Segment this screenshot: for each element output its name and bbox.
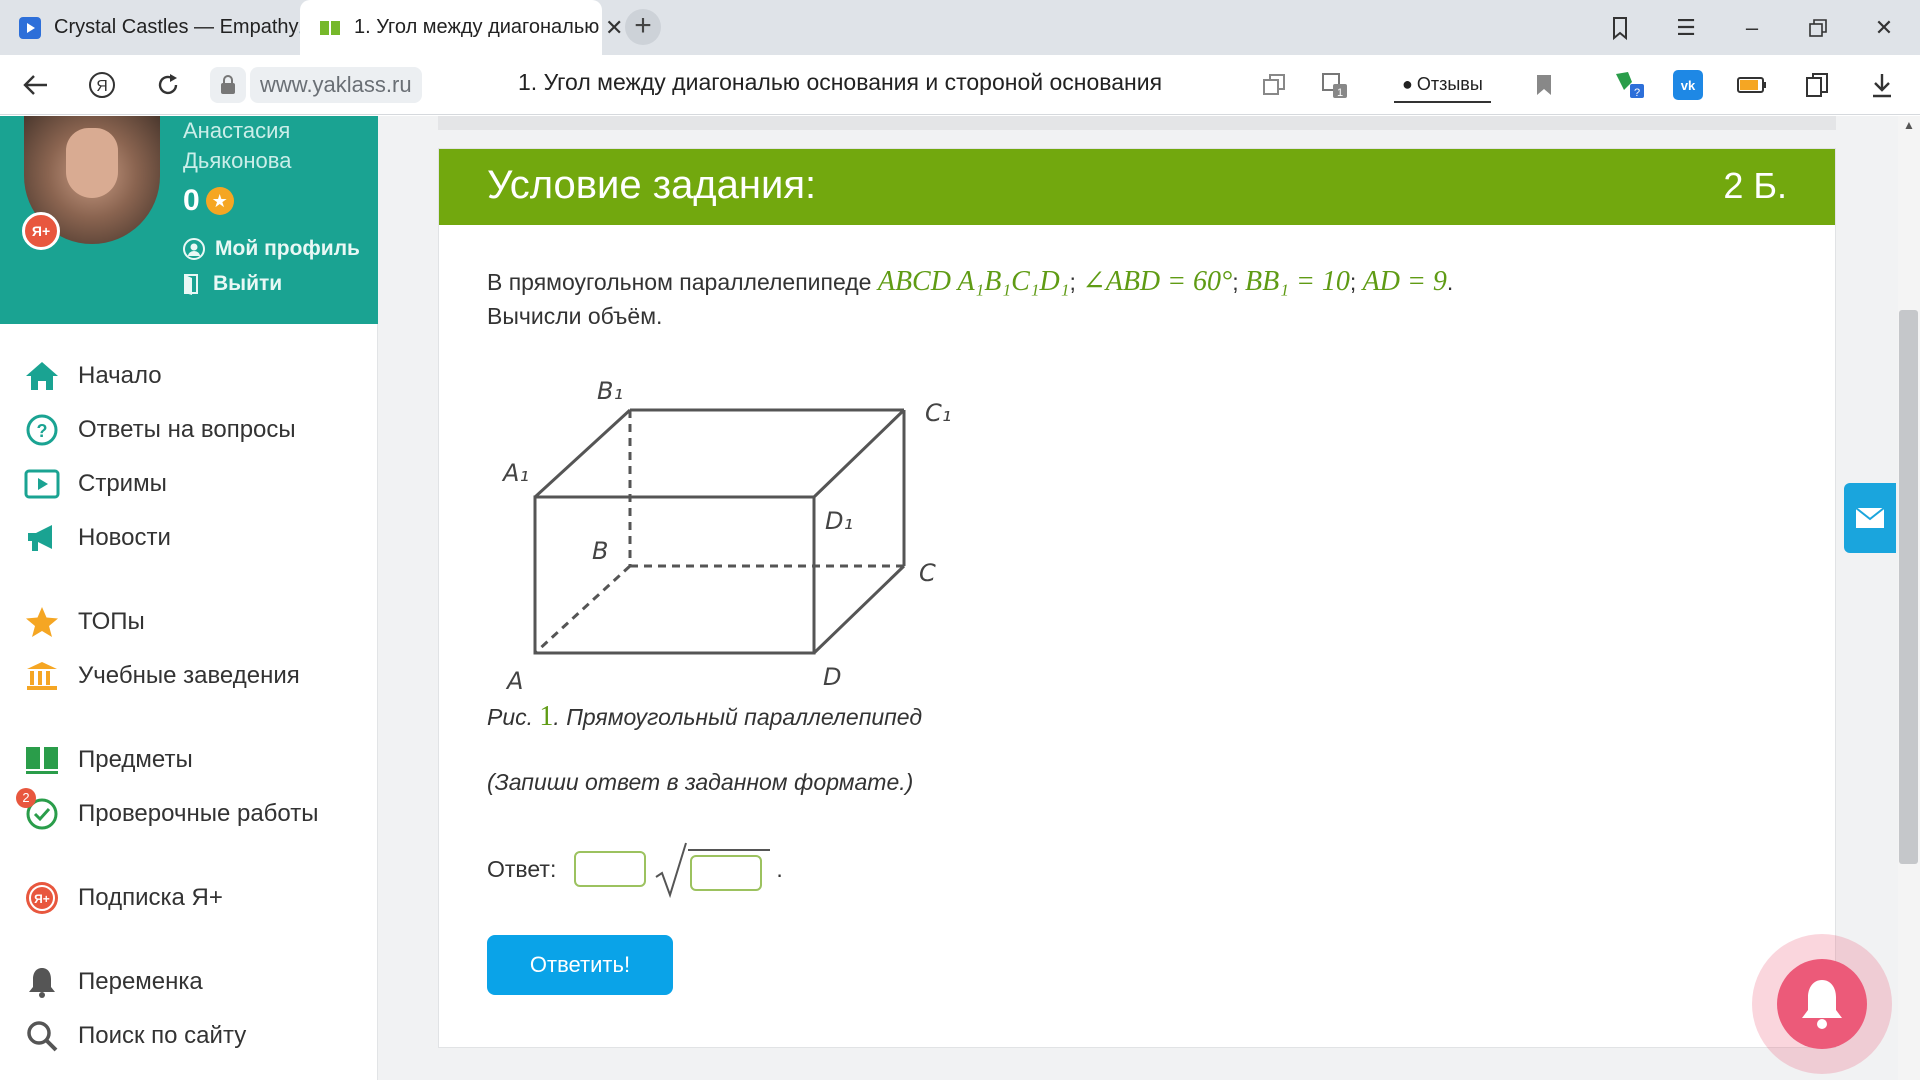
vertex-label-b: B <box>592 537 609 565</box>
reload-icon[interactable] <box>148 65 188 105</box>
sidebar-item-tops[interactable] <box>24 602 145 642</box>
sidebar-item-search[interactable] <box>24 1016 246 1056</box>
task-card <box>438 148 1836 1048</box>
my-profile-link[interactable] <box>183 234 360 264</box>
vk-icon[interactable] <box>1670 67 1706 103</box>
score-value: 0 <box>183 184 200 217</box>
star-icon <box>24 604 60 640</box>
question-icon <box>24 412 60 448</box>
vertex-label-b1: B₁ <box>597 377 624 405</box>
logout-label: Выйти <box>213 272 283 295</box>
scroll-up-icon[interactable]: ▲ <box>1903 118 1915 132</box>
task-points: 2 Б. <box>1723 165 1787 206</box>
task-title: Условие задания: <box>487 163 817 207</box>
back-icon[interactable] <box>16 65 56 105</box>
lock-icon[interactable] <box>210 67 246 103</box>
sqrt-expression <box>654 841 770 897</box>
notes-icon[interactable] <box>1800 67 1836 103</box>
restore-icon[interactable] <box>1798 8 1838 48</box>
yaplus-icon <box>24 880 60 916</box>
reviews-button[interactable] <box>1394 67 1491 103</box>
logout-link[interactable] <box>183 269 282 299</box>
sidebar-item-answers[interactable] <box>24 410 296 450</box>
task-statement: В прямоугольном параллелепипеде ABCD A₁B₁C₁D₁; ∠ABD = 60°; BB₁ = 10; AD = 9. Вычисли объём. <box>487 266 1454 329</box>
radicand-box <box>688 849 770 897</box>
bookmark-icon[interactable] <box>1526 67 1562 103</box>
sidebar-item-tests[interactable] <box>22 790 319 834</box>
page-viewport <box>0 116 1920 1080</box>
sidebar-item-home[interactable] <box>24 356 162 396</box>
vertex-label-a1: A₁ <box>503 459 530 487</box>
sidebar-item-streams[interactable] <box>24 464 167 504</box>
sidebar-item-label: Поиск по сайту <box>78 1022 247 1049</box>
answer-end-dot: . <box>776 855 783 882</box>
close-icon[interactable]: ✕ <box>605 14 624 40</box>
vertex-label-d1: D₁ <box>825 507 854 535</box>
tab-yaklass-task[interactable] <box>300 0 624 55</box>
url-domain[interactable]: www.yaklass.ru <box>250 67 422 103</box>
sidebar-item-label: Переменка <box>78 968 203 995</box>
stream-icon <box>24 466 60 502</box>
sqrt-symbol <box>654 841 688 897</box>
protect-icon[interactable] <box>1316 67 1352 103</box>
close-window-icon[interactable]: ✕ <box>1874 15 1894 40</box>
page-title: 1. Угол между диагональю основания и стороной основания <box>518 69 1163 95</box>
new-tab-button[interactable]: + <box>625 9 661 45</box>
task-question: Вычисли объём. <box>487 303 663 329</box>
speech-bubble-icon: ● <box>1402 74 1413 94</box>
caption-number: 1 <box>539 701 554 732</box>
school-icon <box>24 658 60 694</box>
vertex-label-c: C <box>919 559 936 587</box>
sidebar-item-label: Учебные заведения <box>78 662 300 689</box>
svg-text:Я+: Я+ <box>34 892 50 906</box>
yaplus-badge[interactable]: Я+ <box>22 212 60 250</box>
sidebar-item-label: ТОПы <box>78 608 145 635</box>
sidebar-item-label: Предметы <box>78 746 193 773</box>
minimize-icon[interactable]: – <box>1745 15 1759 40</box>
math-edge-ad: AD = 9 <box>1362 266 1447 297</box>
my-profile-label: Мой профиль <box>215 237 360 260</box>
svg-text:Я: Я <box>96 78 108 95</box>
user-name[interactable]: Анастасия Дьяконова <box>183 118 292 173</box>
address-bar <box>0 55 1920 115</box>
search-icon <box>24 1018 60 1054</box>
user-icon <box>183 238 205 260</box>
megaphone-icon <box>24 520 60 556</box>
play-icon <box>18 16 42 40</box>
menu-icon[interactable]: ☰ <box>1676 15 1696 40</box>
math-figure-name: ABCD A₁B₁C₁D₁ <box>877 266 1070 297</box>
sidebar-item-label: Подписка Я+ <box>78 884 223 911</box>
profile-panel <box>0 116 378 324</box>
svg-text:?: ? <box>1633 87 1641 99</box>
submit-answer-button[interactable]: Ответить! <box>487 935 673 995</box>
sidebar <box>0 116 378 1080</box>
logout-icon <box>183 273 203 295</box>
task-intro: В прямоугольном параллелепипеде <box>487 269 878 295</box>
answer-radicand-input[interactable] <box>690 855 762 891</box>
vertex-label-d: D <box>823 663 842 691</box>
tests-count-badge: 2 <box>16 788 36 808</box>
caption-text: . Прямоугольный параллелепипед <box>553 704 923 730</box>
vertex-label-c1: C₁ <box>925 399 952 427</box>
math-edge-bb1: BB₁ = 10 <box>1245 266 1350 297</box>
notifications-button[interactable] <box>1752 934 1892 1074</box>
reviews-label: Отзывы <box>1416 74 1483 94</box>
scrollbar-thumb[interactable] <box>1899 310 1918 864</box>
battery-icon[interactable] <box>1734 67 1770 103</box>
answer-format-hint: (Запиши ответ в заданном формате.) <box>487 769 914 795</box>
tab-crystal-castles[interactable] <box>0 0 298 55</box>
browser-tab-strip <box>0 0 1920 55</box>
collections-icon[interactable] <box>1600 8 1640 48</box>
sidebar-item-subjects[interactable] <box>24 740 193 780</box>
math-angle: ∠ABD = 60° <box>1082 266 1233 297</box>
book-icon <box>318 16 342 40</box>
answer-coefficient-input[interactable] <box>574 851 646 887</box>
vertex-label-a: A <box>507 667 524 695</box>
mail-icon <box>1855 507 1885 529</box>
parallelepiped-figure <box>487 369 952 699</box>
sidebar-item-label: Проверочные работы <box>78 800 319 827</box>
task-header <box>439 149 1835 225</box>
extension-icon[interactable] <box>1612 67 1648 103</box>
bell-icon <box>24 964 60 1000</box>
answer-row <box>487 839 783 899</box>
sidebar-item-news[interactable] <box>24 518 171 558</box>
feedback-mail-button[interactable] <box>1844 483 1896 553</box>
sidebar-item-schools[interactable] <box>24 656 300 696</box>
answer-label: Ответ: <box>487 855 557 882</box>
sidebar-item-label: Ответы на вопросы <box>78 416 296 443</box>
sidebar-item-label: Стримы <box>78 470 167 497</box>
svg-text:1: 1 <box>1336 87 1344 99</box>
tab-title: 1. Угол между диагональю <box>354 16 600 38</box>
tab-title: Crystal Castles — Empathy <box>54 16 299 38</box>
score <box>183 184 234 218</box>
check-icon <box>22 790 60 832</box>
svg-text:vk: vk <box>1680 78 1696 93</box>
home-icon <box>24 358 60 394</box>
books-icon <box>24 742 60 778</box>
star-icon: ★ <box>206 187 234 215</box>
caption-prefix: Рис. <box>487 704 540 730</box>
svg-text:?: ? <box>36 421 48 441</box>
url-field[interactable] <box>210 67 422 103</box>
sidebar-item-subscription[interactable] <box>24 878 223 918</box>
bell-icon <box>1777 959 1867 1049</box>
yandex-icon[interactable] <box>82 65 122 105</box>
download-icon[interactable] <box>1864 67 1900 103</box>
sidebar-item-break[interactable] <box>24 962 203 1002</box>
previous-section-edge <box>438 116 1836 130</box>
figure-caption <box>487 701 922 733</box>
sidebar-item-label: Новости <box>78 524 171 551</box>
tab-manager-icon[interactable] <box>1256 67 1292 103</box>
sidebar-item-label: Начало <box>78 362 162 389</box>
